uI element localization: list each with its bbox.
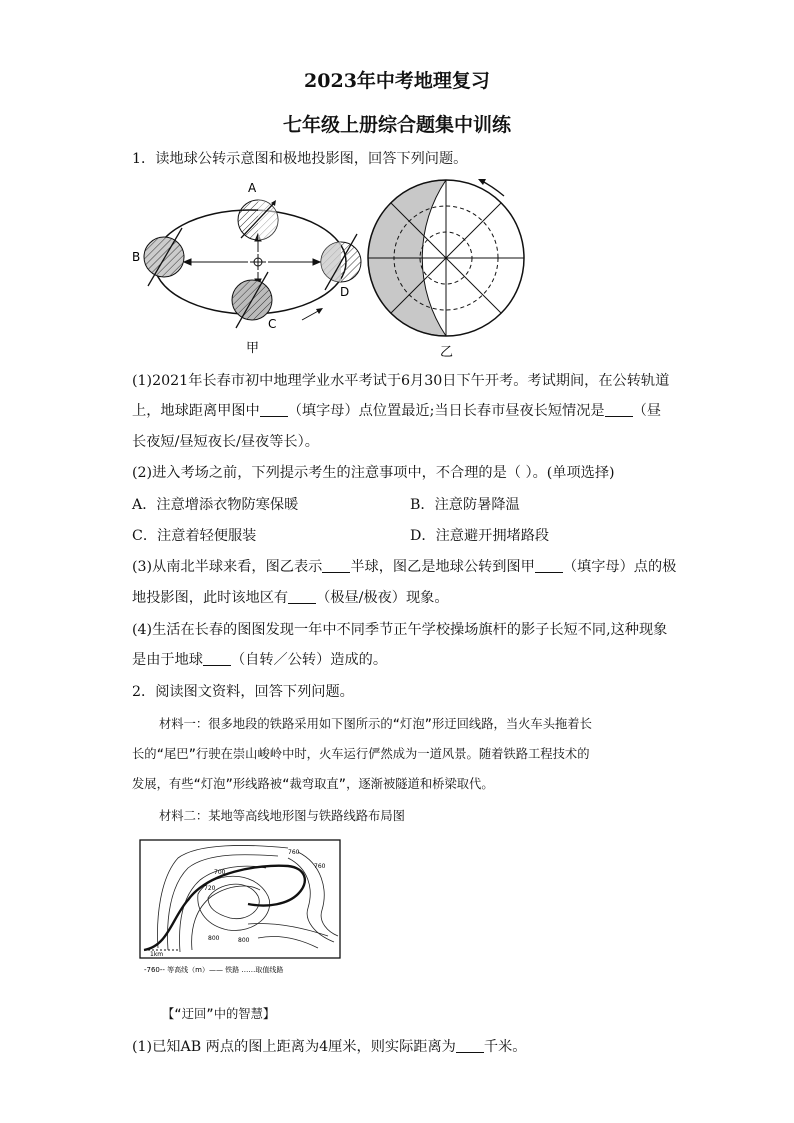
q1-stem: 1．读地球公转示意图和极地投影图，回答下列问题。 <box>132 151 468 167</box>
earth-b <box>144 228 184 286</box>
page-subtitle: 七年级上册综合题集中训练 <box>282 114 511 136</box>
sun-icon <box>250 254 266 270</box>
answer-blank[interactable] <box>260 402 288 417</box>
map-legend: -760-- 等高线（m）—— 铁路 ……取值线路 <box>144 966 284 974</box>
earth-d <box>321 234 361 290</box>
label-a: A <box>248 181 257 195</box>
label-b: B <box>132 250 141 264</box>
svg-text:700: 700 <box>214 869 226 876</box>
material1-line3: 发展，有些“灯泡”形线路被“裁弯取直”，逐渐被隧道和桥梁取代。 <box>132 777 494 791</box>
svg-text:760: 760 <box>288 849 300 856</box>
label-c: C <box>268 317 277 331</box>
earth-c <box>232 272 272 328</box>
q2-stem: 2．阅读图文资料，回答下列问题。 <box>132 684 354 700</box>
label-yi: 乙 <box>440 345 454 360</box>
q1-p4-line1: (4)生活在长春的图图发现一年中不同季节正午学校操场旗杆的影子长短不同,这种现象 <box>132 622 668 638</box>
label-jia: 甲 <box>246 341 260 356</box>
label-d: D <box>340 285 350 299</box>
q1-p3-line2: 地投影图，此时该地区有 （极昼/极夜）现象。 <box>132 590 449 606</box>
sunlight-arrows <box>184 234 320 286</box>
answer-blank[interactable] <box>605 402 633 417</box>
section-heading: 【“迂回”中的智慧】 <box>162 1007 276 1021</box>
answer-blank[interactable] <box>322 558 350 573</box>
svg-text:1km: 1km <box>150 951 164 958</box>
option-c: C．注意着轻便服装 <box>132 528 257 544</box>
page-title: 2023年中考地理复习 <box>304 70 490 92</box>
polar-projection <box>364 174 528 360</box>
material2-caption: 材料二：某地等高线地形图与铁路线路布局图 <box>159 809 405 823</box>
svg-text:800: 800 <box>238 937 250 944</box>
option-d: D．注意避开拥堵路段 <box>410 528 550 544</box>
answer-blank[interactable] <box>535 558 563 573</box>
material1-line1: 材料一：很多地段的铁路采用如下图所示的“灯泡”形迂回线路，当火车头拖着长 <box>159 717 592 731</box>
answer-blank[interactable] <box>288 589 316 604</box>
material1-line2: 长的“尾巴”行驶在崇山峻岭中时，火车运行俨然成为一道风景。随着铁路工程技术的 <box>132 747 590 761</box>
q1-p1-line1: (1)2021年长春市初中地理学业水平考试于6月30日下午开考。考试期间，在公转轨道 <box>132 373 670 389</box>
option-a: A．注意增添衣物防寒保暖 <box>132 497 299 513</box>
q2-p1: (1)已知AB 两点的图上距离为4厘米，则实际距离为 千米。 <box>132 1039 527 1055</box>
q1-p4-line2: 是由于地球 （自转／公转）造成的。 <box>132 652 388 668</box>
q1-p1-line2: 上，地球距离甲图中 （填字母）点位置最近;当日长春市昼夜长短情况是 （昼 <box>132 403 662 419</box>
revolution-diagram <box>128 176 373 358</box>
q1-p3-line1: (3)从南北半球来看，图乙表示 半球，图乙是地球公转到图甲 （填字母）点的极 <box>132 559 677 575</box>
earth-a <box>238 200 278 240</box>
answer-blank[interactable] <box>203 651 231 666</box>
contour-map <box>138 838 348 976</box>
svg-text:720: 720 <box>204 885 216 892</box>
answer-blank[interactable] <box>456 1038 484 1053</box>
svg-text:760: 760 <box>314 863 326 870</box>
q1-p1-line3: 长夜短/昼短夜长/昼夜等长）。 <box>132 434 319 450</box>
option-b: B．注意防暑降温 <box>410 497 520 513</box>
q1-p2-line1: (2)进入考场之前，下列提示考生的注意事项中，不合理的是（ ）。(单项选择) <box>132 465 615 481</box>
svg-text:800: 800 <box>208 935 220 942</box>
